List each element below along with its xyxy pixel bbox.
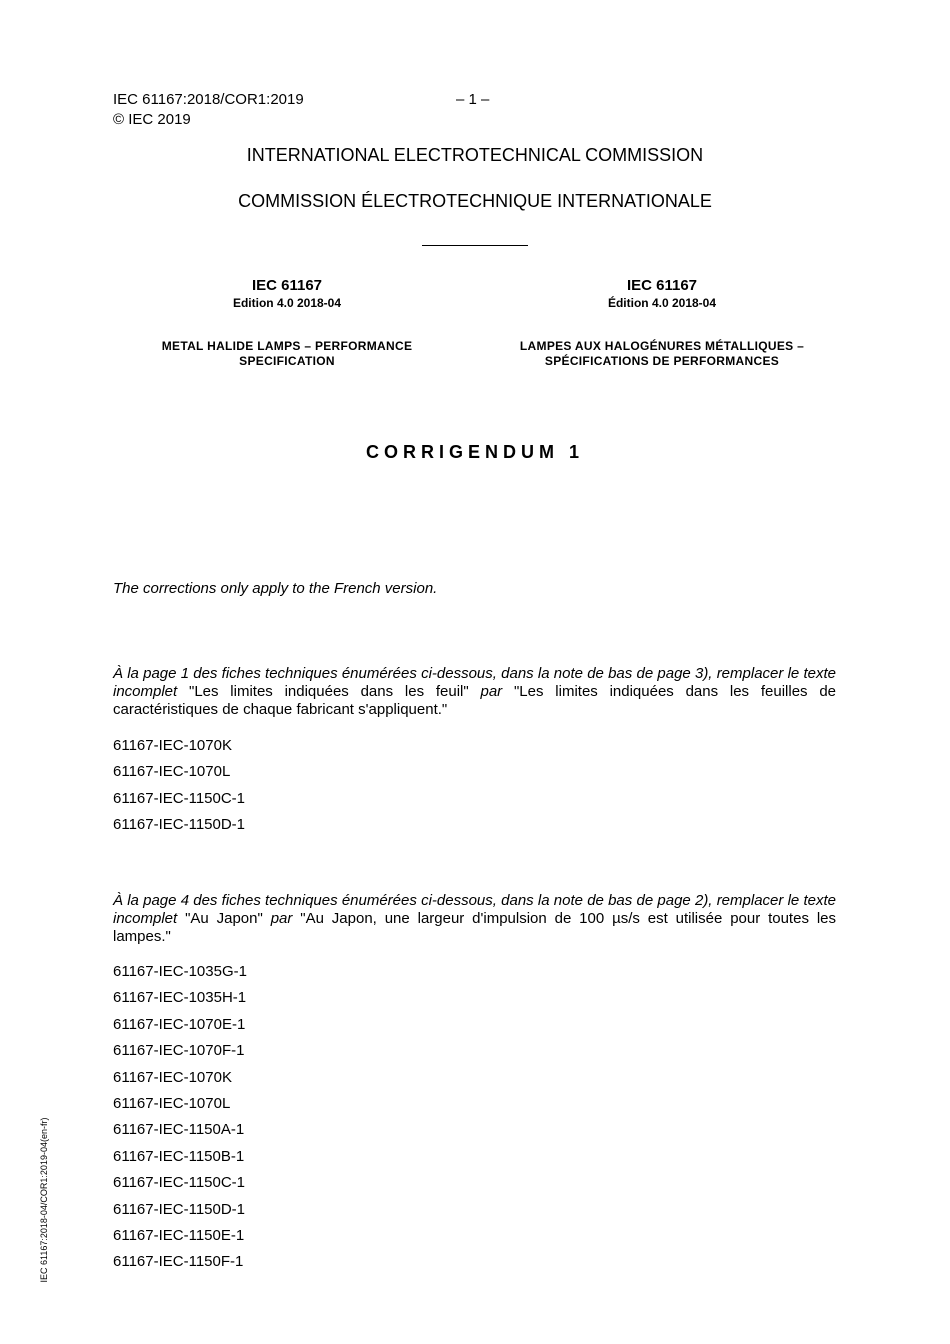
list-item: 61167-IEC-1070K <box>113 1068 232 1086</box>
list-item: 61167-IEC-1070K <box>113 737 232 754</box>
standard-fr <box>492 277 832 369</box>
standard-title-en-line1: METAL HALIDE LAMPS – PERFORMANCE <box>161 339 413 353</box>
standard-title-fr-line1: LAMPES AUX HALOGÉNURES MÉTALLIQUES – <box>519 339 805 353</box>
list-item: 61167-IEC-1150B-1 <box>113 1147 245 1165</box>
corrigendum-title: CORRIGENDUM 1 <box>365 442 584 462</box>
list-item: 61167-IEC-1150A-1 <box>113 1121 245 1139</box>
page-number: – 1 – <box>456 91 490 108</box>
standard-title-fr-line2: SPÉCIFICATIONS DE PERFORMANCES <box>544 354 780 368</box>
intro-note: The corrections only apply to the French version. <box>113 580 438 597</box>
correction-2-sheet-list <box>113 963 247 1280</box>
standard-number-en: IEC 61167 <box>251 277 323 294</box>
correction-1-old-text: "Les limites indiquées dans les feuil" <box>189 683 469 700</box>
doc-reference: IEC 61167:2018/COR1:2019 <box>113 91 304 108</box>
side-reference: IEC 61167:2018-04/COR1:2019-04(en-fr) <box>39 1117 49 1283</box>
correction-1-lead: À la page 1 des fiches techniques énumérées ci-dessous, dans la note de bas de page 3), remplacer le texte incomplet <box>113 665 836 700</box>
correction-2-text <box>113 892 836 946</box>
list-item: 61167-IEC-1150E-1 <box>113 1226 245 1244</box>
correction-2-new-text: "Au Japon, une largeur d'impulsion de 100 µs/s est utilisée pour toutes les lampes." <box>113 910 836 945</box>
list-item: 61167-IEC-1070E-1 <box>113 1015 246 1033</box>
standard-title-en-line2: SPECIFICATION <box>239 354 335 368</box>
standard-en <box>117 277 457 369</box>
correction-1-by: par <box>480 683 503 700</box>
correction-1-text <box>113 665 836 719</box>
divider-rule <box>422 245 528 246</box>
list-item: 61167-IEC-1150D-1 <box>113 1200 246 1218</box>
correction-2-old-text: "Au Japon" <box>185 910 263 927</box>
list-item: 61167-IEC-1035G-1 <box>113 963 247 980</box>
edition-en: Edition 4.0 2018-04 <box>232 296 342 310</box>
list-item: 61167-IEC-1150F-1 <box>113 1253 244 1271</box>
list-item: 61167-IEC-1070F-1 <box>113 1042 245 1060</box>
list-item: 61167-IEC-1070L <box>113 763 231 781</box>
correction-1-sheet-list <box>113 737 245 843</box>
list-item: 61167-IEC-1070L <box>113 1094 231 1112</box>
list-item: 61167-IEC-1150C-1 <box>113 789 246 807</box>
correction-2-by: par <box>270 910 293 927</box>
correction-1-new-text: "Les limites indiquées dans les feuilles de caractéristiques de chaque fabricant s'appliquent." <box>113 683 837 718</box>
list-item: 61167-IEC-1035H-1 <box>113 989 247 1007</box>
org-name-en: INTERNATIONAL ELECTROTECHNICAL COMMISSION <box>246 145 704 165</box>
edition-fr: Édition 4.0 2018-04 <box>607 296 717 310</box>
list-item: 61167-IEC-1150C-1 <box>113 1174 246 1192</box>
copyright-notice: © IEC 2019 <box>113 111 191 128</box>
standard-number-fr: IEC 61167 <box>626 277 698 294</box>
list-item: 61167-IEC-1150D-1 <box>113 816 246 834</box>
org-name-fr: COMMISSION ÉLECTROTECHNIQUE INTERNATIONALE <box>238 191 712 211</box>
correction-2-lead: À la page 4 des fiches techniques énumérées ci-dessous, dans la note de bas de page 2), remplacer le texte incomplet <box>113 892 836 927</box>
